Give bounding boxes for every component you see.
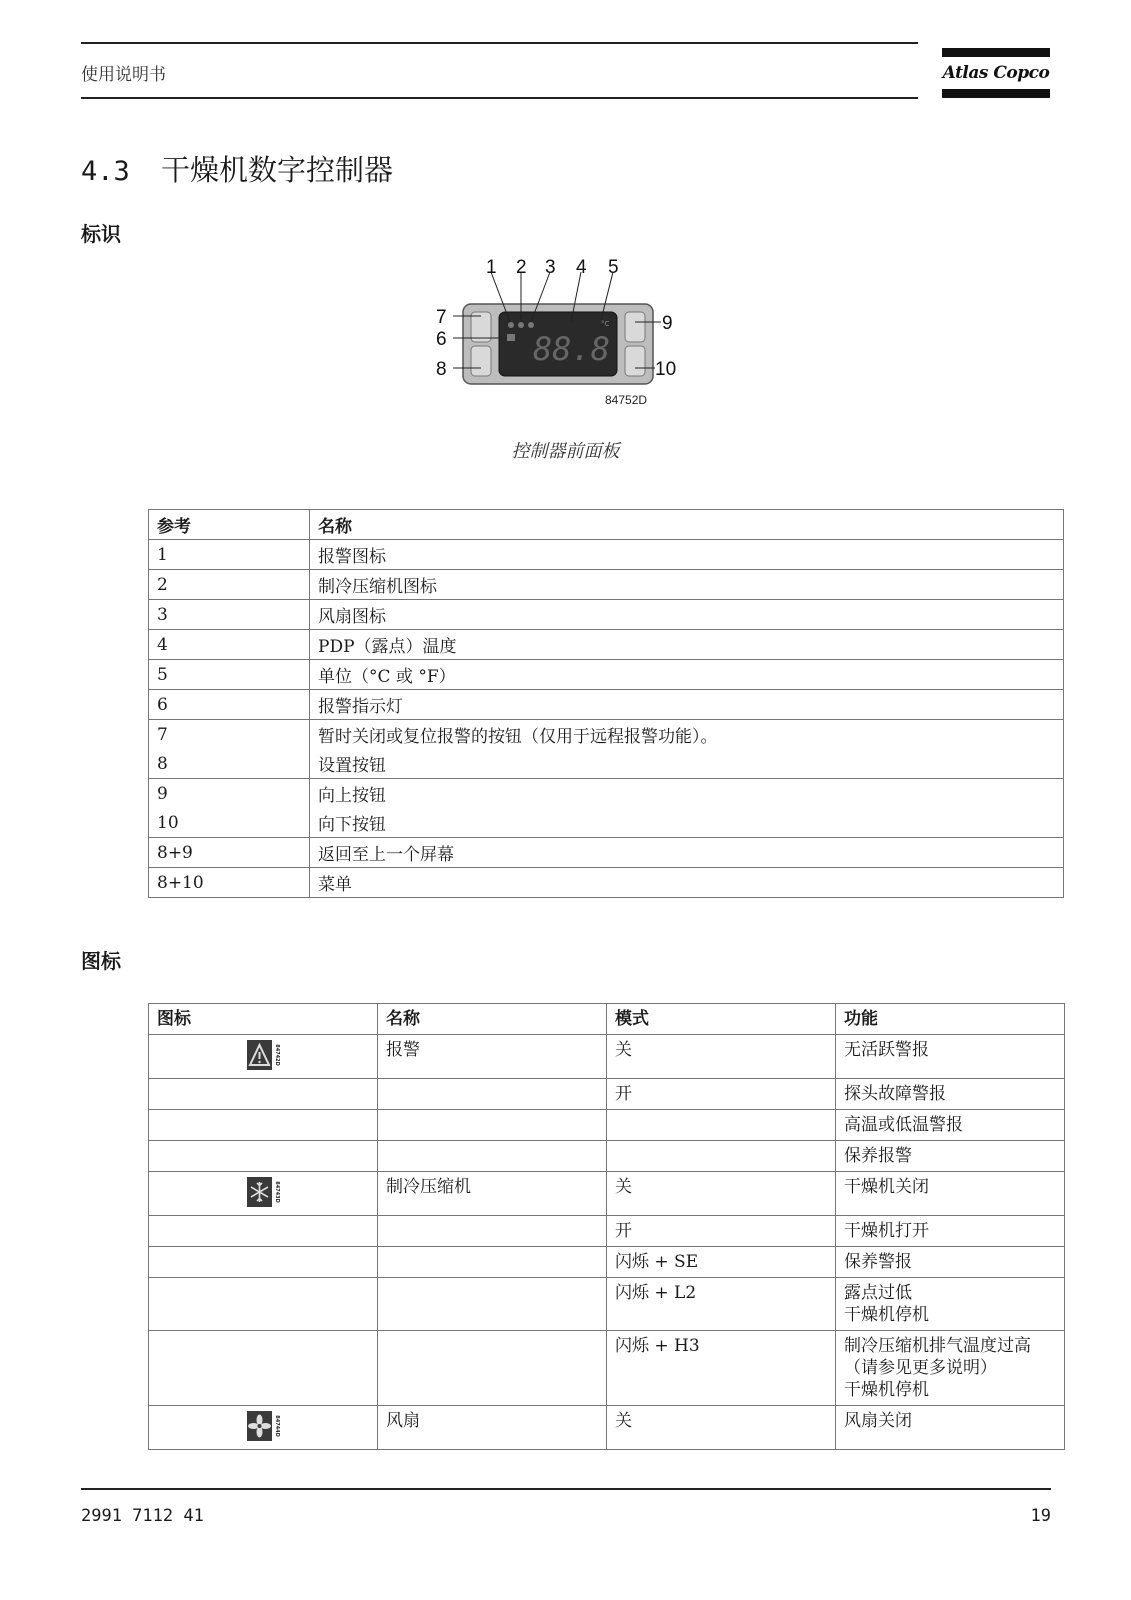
table-cell-reference: 10: [149, 808, 310, 838]
column-header-name: 名称: [310, 510, 1064, 540]
function-line: 风扇关闭: [844, 1411, 912, 1431]
column-header-function: 功能: [836, 1004, 1065, 1035]
callout-1: 1: [486, 257, 497, 278]
table-row: [149, 868, 1064, 898]
table-cell-icon: [149, 1172, 378, 1216]
table-cell-name: 暂时关闭或复位报警的按钮（仅用于远程报警功能）。: [310, 720, 1064, 750]
header-rule-bottom: [81, 97, 918, 99]
snowflake-icon: [518, 322, 524, 328]
table-cell-name: 风扇图标: [310, 600, 1064, 630]
table-row: [149, 1172, 1065, 1216]
table-cell-name: [378, 1110, 607, 1141]
table-cell-name: PDP（露点）温度: [310, 630, 1064, 660]
button-10: [625, 346, 645, 376]
callout-9: 9: [662, 313, 673, 334]
column-header-reference: 参考: [149, 510, 310, 540]
logo-bar-top: [942, 48, 1050, 57]
table-cell-mode: 关: [607, 1406, 836, 1450]
fan-icon: [247, 1411, 280, 1441]
table-header-row: [149, 1004, 1065, 1035]
table-cell-function: [836, 1079, 1065, 1110]
table-cell-mode: [607, 1141, 836, 1172]
table-cell-name: 报警指示灯: [310, 690, 1064, 720]
function-line: 干燥机打开: [844, 1221, 929, 1241]
function-line: 干燥机停机: [844, 1305, 929, 1325]
table-cell-name: 菜单: [310, 868, 1064, 898]
table-cell-name: 制冷压缩机: [378, 1172, 607, 1216]
controller-front-panel-figure: [433, 252, 683, 418]
table-cell-name: 制冷压缩机图标: [310, 570, 1064, 600]
table-cell-name: 向上按钮: [310, 779, 1064, 809]
table-cell-name: 报警图标: [310, 540, 1064, 570]
function-line: 无活跃警报: [844, 1040, 929, 1060]
table-cell-reference: 2: [149, 570, 310, 600]
table-cell-icon: [149, 1406, 378, 1450]
table-row: [149, 1079, 1065, 1110]
table-cell-function: [836, 1406, 1065, 1450]
document-number: 2991 7112 41: [81, 1506, 204, 1526]
table-row: [149, 720, 1064, 750]
table-row: [149, 540, 1064, 570]
section-title-text: 干燥机数字控制器: [161, 153, 394, 187]
table-cell-reference: 8+9: [149, 838, 310, 868]
table-cell-mode: 关: [607, 1172, 836, 1216]
table-cell-reference: 3: [149, 600, 310, 630]
table-cell-mode: 闪烁 + L2: [607, 1278, 836, 1331]
table-row: [149, 1141, 1065, 1172]
table-cell-name: 向下按钮: [310, 808, 1064, 838]
table-cell-reference: 7: [149, 720, 310, 750]
section-title: [81, 148, 393, 189]
function-line: （请参见更多说明）: [844, 1358, 997, 1378]
table-row: [149, 660, 1064, 690]
table-row: [149, 1278, 1065, 1331]
table-row: [149, 1406, 1065, 1450]
callout-5: 5: [608, 257, 619, 278]
callout-6: 6: [436, 329, 447, 350]
table-cell-icon: [149, 1247, 378, 1278]
table-cell-icon: [149, 1110, 378, 1141]
table-cell-reference: 8: [149, 749, 310, 779]
table-cell-reference: 5: [149, 660, 310, 690]
table-row: [149, 600, 1064, 630]
icon-code: 84744D: [273, 1415, 280, 1437]
section-number: 4.3: [81, 156, 130, 187]
table-row: [149, 1216, 1065, 1247]
table-row: [149, 570, 1064, 600]
table-row: [149, 1247, 1065, 1278]
table-row: [149, 808, 1064, 838]
snowflake-icon: [247, 1177, 280, 1207]
table-cell-function: [836, 1216, 1065, 1247]
table-row: [149, 630, 1064, 660]
table-cell-reference: 9: [149, 779, 310, 809]
table-row: [149, 779, 1064, 809]
callout-3: 3: [545, 257, 556, 278]
table-cell-mode: 闪烁 + H3: [607, 1331, 836, 1406]
table-cell-icon: [149, 1035, 378, 1079]
icons-heading: 图标: [81, 949, 121, 973]
reference-table: [148, 509, 1064, 898]
table-cell-reference: 1: [149, 540, 310, 570]
logo-bar-bottom: [942, 89, 1050, 98]
alarm-icon: [508, 322, 514, 328]
alarm-icon: [247, 1040, 280, 1070]
table-cell-function: [836, 1331, 1065, 1406]
table-cell-function: [836, 1172, 1065, 1216]
icons-table: [148, 1003, 1065, 1450]
header-rule-top: [81, 42, 918, 44]
icon-code: 84742D: [273, 1044, 280, 1066]
table-cell-mode: [607, 1110, 836, 1141]
table-cell-name: [378, 1331, 607, 1406]
button-8: [471, 346, 491, 376]
function-line: 露点过低: [844, 1283, 912, 1303]
table-cell-mode: 开: [607, 1079, 836, 1110]
table-cell-name: 报警: [378, 1035, 607, 1079]
table-cell-reference: 6: [149, 690, 310, 720]
function-line: 保养报警: [844, 1146, 912, 1166]
logo-wordmark: Atlas Copco: [942, 63, 1050, 83]
identification-heading: 标识: [81, 222, 121, 246]
callout-10: 10: [655, 359, 677, 380]
column-header-icon: 图标: [149, 1004, 378, 1035]
callout-7: 7: [436, 307, 447, 328]
table-cell-icon: [149, 1079, 378, 1110]
function-line: 制冷压缩机排气温度过高: [844, 1336, 1031, 1356]
table-cell-function: [836, 1110, 1065, 1141]
table-cell-name: 返回至上一个屏幕: [310, 838, 1064, 868]
function-line: 高温或低温警报: [844, 1115, 963, 1135]
figure-caption: 控制器前面板: [511, 441, 620, 462]
atlas-copco-logo: [942, 48, 1052, 98]
table-cell-name: [378, 1141, 607, 1172]
pdp-temperature-display: 88.8: [533, 330, 611, 368]
table-cell-mode: 开: [607, 1216, 836, 1247]
table-row: [149, 690, 1064, 720]
table-cell-name: [378, 1216, 607, 1247]
controller-diagram: [433, 252, 683, 418]
callout-8: 8: [436, 359, 447, 380]
table-cell-name: 单位（°C 或 °F）: [310, 660, 1064, 690]
table-cell-name: [378, 1247, 607, 1278]
table-cell-function: [836, 1247, 1065, 1278]
footer-rule: [81, 1488, 1051, 1490]
column-header-name: 名称: [378, 1004, 607, 1035]
fan-icon: [528, 322, 534, 328]
table-cell-reference: 4: [149, 630, 310, 660]
function-line: 干燥机关闭: [844, 1177, 929, 1197]
callout-4: 4: [576, 257, 587, 278]
function-line: 干燥机停机: [844, 1380, 929, 1400]
column-header-mode: 模式: [607, 1004, 836, 1035]
document-type-label: 使用说明书: [81, 65, 166, 85]
page-number: 19: [1030, 1506, 1051, 1526]
button-9: [625, 312, 645, 342]
table-cell-icon: [149, 1331, 378, 1406]
figure-code: 84752D: [605, 393, 648, 407]
table-cell-function: [836, 1035, 1065, 1079]
table-cell-reference: 8+10: [149, 868, 310, 898]
table-row: [149, 1331, 1065, 1406]
alarm-led: [507, 334, 515, 341]
table-row: [149, 838, 1064, 868]
unit-indicator: °C: [601, 320, 610, 328]
function-line: 保养警报: [844, 1252, 912, 1272]
table-header-row: [149, 510, 1064, 540]
table-row: [149, 749, 1064, 779]
table-cell-icon: [149, 1216, 378, 1247]
table-cell-name: 风扇: [378, 1406, 607, 1450]
table-row: [149, 1110, 1065, 1141]
table-cell-mode: 关: [607, 1035, 836, 1079]
table-cell-function: [836, 1141, 1065, 1172]
icon-code: 84743D: [273, 1181, 280, 1203]
table-row: [149, 1035, 1065, 1079]
callout-2: 2: [516, 257, 527, 278]
table-cell-mode: 闪烁 + SE: [607, 1247, 836, 1278]
table-cell-name: [378, 1278, 607, 1331]
table-cell-name: 设置按钮: [310, 749, 1064, 779]
function-line: 探头故障警报: [844, 1084, 946, 1104]
table-cell-icon: [149, 1278, 378, 1331]
table-cell-icon: [149, 1141, 378, 1172]
table-cell-function: [836, 1278, 1065, 1331]
table-cell-name: [378, 1079, 607, 1110]
